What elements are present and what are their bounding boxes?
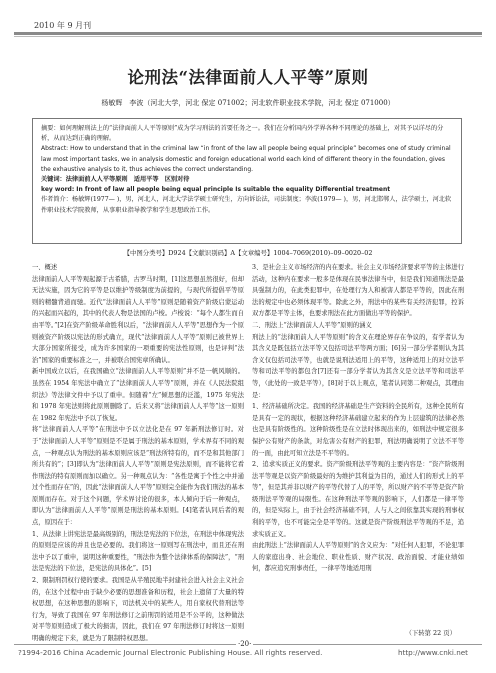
continued-note: （下转第 22 页） [405, 629, 456, 637]
paragraph: 2、限制刑罚权行使的要求。我国是从半殖民地半封建社会进入社会主义社会的，在这个过程中由于缺少必要的思想准备和历程，社会上遗留了大量的特权思想，在这种思想的影响下，司法机关中的某些人，用自家权代替刑法等行为，导致了我国在 97 年刑法修订之前刑罚的适用是不公平的，这种做法对平等原则造成了极大的损害，因此，我们在 97 年刑法修订时将这一原则明确的规定下来，就是为了限制特权思想。 [32, 577, 244, 642]
abstract-zh: 摘要：如何理解刑法上的“法律面前人人平等原则”成为学习刑法的首要任务之一。我们在分析国内外学界各种不同理论的基础上，对其予以详尽的分析，从而达到正确的理解。 [41, 125, 444, 143]
abstract-box [32, 118, 462, 244]
keywords-zh: 关键词：法律面前人人平等原则 适用平等 区别对待 [41, 176, 190, 184]
copyright-line [18, 648, 478, 657]
paragraph: 1、从法律上讲宪法是最高级别的，刑法是宪法的下位法，在刑法中体现宪法的原则是应该的并且也是必要的。我们将这一原则写在刑法中，而且还在刑法中予以了重申，说明这种重要性，“刑法作为整个法律体系的保障法”，“刑法是宪法的下位法，是宪法的具体化”。[5] [32, 530, 244, 573]
issue-header: 2010 年 9 月刊 [34, 21, 92, 30]
paragraph: 新中国成立以后，在我国确立“法律面前人人平等原则”并不是一帆风顺的。虽然在 1954 年宪法中确立了“法律面前人人平等”原则，并在《人民法院组织法》等法律文件中予以了重申。但随着“左”倾思想的泛滥，1975 年宪法和 1978 年宪法则将此原则删除了。后来又将“法律面前人人平等”这一原则在 1982 年宪法中予以了恢复。 [32, 368, 244, 422]
header-rule [14, 32, 482, 35]
page-number: ·20· [238, 640, 252, 648]
paragraph: 3、是社会主义市场经济的内在要求。社会主义市场经济要求平等的主体进行活动，这种内在要求一般多是体现在民事法律当中，但是我们知道刑法是最具强制力的，在此类犯罪中，在处理行为人和被害人都是平等的，因此在刑法的规定中也必须体现平等。除此之外，刑法中的某些有关经济犯罪，控诉双方都是平等主体，也要求刑法在此方面做出平等的保护。 [252, 264, 464, 318]
right-column [252, 262, 464, 575]
cnki-link[interactable]: http://www.cnki.net [397, 648, 468, 657]
section-heading: 一、概述 [32, 264, 58, 271]
paragraph: 法律面前人人平等观起源于古希腊，古罗马时期，[1]这思想虽然很好，但却无法实施，因为它的平等是以维护等级制度为前提的，与现代所提倡平等原则的精髓背道而驰。近代“法律面前人人平等”原则是随着资产阶级启蒙运动的兴起而兴起的，其中的代表人物是法国的卢梭。卢梭说：“每个人都生而自由平等。”[2]在资产阶级革命胜利以后，“法律面前人人平等”思想作为一个原则被资产阶级以宪法的形式确立，现代“法律面前人人平等”原则已被世界上大部分国家所接受，成为许多国家的一项重要的宪法性原则，也是评判“法治”国家的重要标准之一，并被联合国宪章所确认。 [32, 275, 244, 364]
section-heading: 二、刑法上“法律面前人人平等”原则的涵义 [252, 321, 372, 329]
paragraph: 由此刑法上“法律面前人人平等原则”的含义应为：“对任何人犯罪，不论犯罪人的家庭出身、社会地位、职业性质、财产状况、政治面貌、才能业绩如何，都应追究刑事责任，一律平等地适用刑 [252, 542, 464, 573]
abstract-en: Abstract: How to understand that in the criminal law “in front of the law all people being equal principle” becomes one of study criminal law most important tasks, we in analysis domestic and foreign educational world each kind of different theory in the foundation, gives the exhaustive analysis to it, thus achieves the correct understanding. [41, 145, 451, 173]
article-title: 论刑法“法律面前人人平等”原则 [127, 68, 369, 87]
paragraph: 2、追求实质正义的要求。资产阶级刑法平等观的主要内容是：“资产阶级刑法平等观是以资产阶级最好的为维护其利益为目的，通过人们的形式上的平等”，但是其并非以财产的平等代替了人的平等，所以财产的不平等是资产阶级刑法平等观的局限性。在这种刑法平等观的影响下，人们都是一律平等的，但是实际上，由于社会经济基础不同，人与人之间依靠其实现的刑事权利的平等，也不可能完全是平等的。这就是资产阶级刑法平等观的不足，追求实质正义。 [252, 461, 464, 538]
left-column [32, 262, 244, 645]
classification-line: 【中图分类号】D924【文献识别码】A【文章编号】1004–7069(2010)–09–0020–02 [123, 249, 373, 257]
keywords-en: key word: In front of law all people being equal principle Is suitable the equality Differential treatment [41, 186, 391, 194]
paragraph: 1、经济基础所决定。我国的经济基础是生产资料的全民所有，这种全民所有是具有一定的现状，根据这种经济基础建立起来的作为上层建筑的法律必然也是具有阶级性的。这种阶级性是在立法时体现出来的，如刑法中规定很多保护公有财产的条款，对危害公有财产的犯罪，刑法明确说明了立法不平等的一面，由此可知立法是不平等的。 [252, 403, 464, 457]
author-intro: 作者简介：杨敏辉(1977— )，男，河北人，河北大学法学硕士研究生，方向诉讼法，司法制度；李波(1979— )，男，河北邯郸人，法学硕士，河北软件职业技术学院教师，从事职业指导教学和学生思想政治工作。 [41, 196, 452, 214]
copyright-text: ?1994-2016 China Academic Journal Electronic Publishing House. All rights reserved. [18, 648, 323, 657]
header-rule-thin [14, 36, 482, 37]
paragraph: 将“法律面前人人平等”在刑法中予以立法化是在 97 年新刑法修订时。对于“法律面前人人平等”原则是不是属于刑法的基本原则，学术界有不同的观点，一种观点认为刑法的基本原则应该是“刑法所特有的，而不是和其他部门所共有的”；[3]即认为“法律面前人人平等”原则是宪法原则，而不能将它看作刑法的特有原则而加以确立。另一种观点认为：“各性是寓于个性之中并通过个性而存在”的，因此“法律面前人人平等”原则完全能作为我们刑法的基本原则而存在。对于这个问题，学术界讨论的很多，本人倾向于后一种观点，即认为“法律面前人人平等”原则是刑法的基本原则。[4]笔者认同后者的观点，原因在于： [32, 426, 244, 527]
article-authors: 杨敏辉 李波（河北大学，河北 保定 071002；河北软件职业技术学院，河北 保定 071000） [101, 99, 395, 107]
paragraph: 刑法上的“法律面前人人平等原则”的含义在理论界存在争议的，有学者认为其含义是既包括立法平等又包括司法平等两方面；[6]另一部分学者则认为其含义仅包括司法平等，也就是说刑法适用上的平等，这种适用上的对立法平等和司法平等的都包含[7]还有一部分学者认为其含义是立法平等和司法平等，（此处的一致是平等），[8]对于以上观点，笔者认同第二种观点，其理由是： [252, 333, 464, 399]
